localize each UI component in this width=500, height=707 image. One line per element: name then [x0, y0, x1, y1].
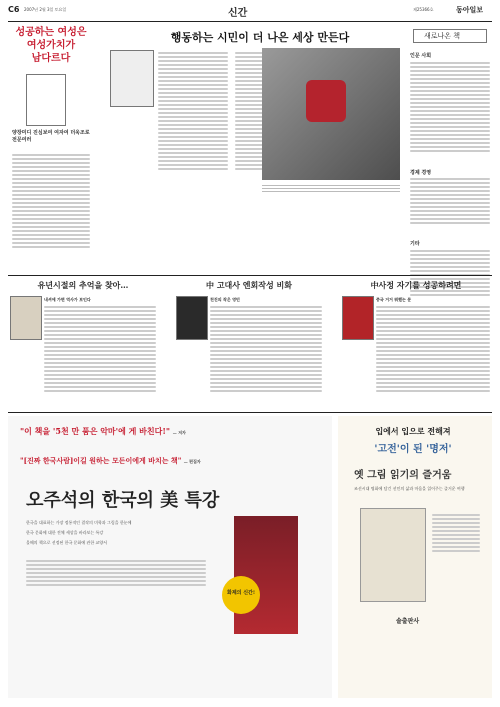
lower-book-cover-3: [342, 296, 374, 340]
lower-article-1: [8, 280, 158, 408]
lower-headline-1: 유년시절의 추억을 찾아…: [37, 280, 129, 290]
main-inner-book-card: [110, 50, 154, 107]
ad-badge: [222, 576, 260, 614]
right-title: 새로나온 책: [424, 32, 461, 40]
right-ad-publisher: 솔출판사: [396, 618, 420, 625]
lower-articles: [8, 280, 492, 410]
ad-main-title: 오주석의 한국의 美 특강: [26, 490, 220, 511]
lower-book-title-2: 천진의 작은 영민: [210, 297, 240, 302]
right-section-1: 인문 사회: [410, 53, 432, 59]
left-article-text: [12, 152, 90, 250]
ad-body-1: 한국을 대표하는 가장 정통적인 결작의 미학과 그림을 한눈에: [26, 520, 132, 525]
lower-headline-3: 中사정 자기를 성공하려면: [370, 280, 462, 290]
right-title-box: [413, 29, 487, 43]
ad-quote-top-author: — 저자: [172, 430, 186, 435]
ad-quote-mid-text: "[진짜 한국사람]이길 원하는 모든이에게 바치는 책": [20, 456, 182, 465]
main-text-col-1: [158, 50, 228, 172]
left-subhead: 양장미디 진심보여 여자여 더욱조로 전문여러: [12, 130, 90, 143]
right-column: [410, 26, 492, 316]
right-list-1: [410, 60, 490, 154]
lower-article-2: [174, 280, 324, 408]
ad-quote-mid-author: — 편집자: [183, 459, 201, 464]
newspaper-name: 동아일보: [456, 6, 484, 14]
ad-body-2: 한국 문화에 대한 전체 세상을 바라보는 특강: [26, 530, 104, 535]
ad-body-3: 올해의 책으로 선정된 한국 문화에 관한 교양서: [26, 540, 108, 545]
ad-quote-top: [20, 426, 320, 436]
main-photo-shirt-art: [306, 80, 346, 122]
right-ad-book-title: 옛 그림 읽기의 즐거움: [354, 470, 452, 481]
right-list-2: [410, 176, 490, 226]
left-book-cover: [26, 74, 66, 126]
main-photo-caption: [262, 183, 400, 194]
left-ad: [8, 416, 332, 698]
lower-text-3: [376, 304, 490, 394]
page-header: [8, 4, 492, 20]
left-column: [12, 26, 90, 296]
lower-book-cover-1: [10, 296, 42, 340]
page-date: 2007년 2월 3일 토요일: [24, 7, 67, 12]
ad-quote-top-text: "이 책을 '5천 만 품은 악마'에 게 바친다!": [20, 426, 170, 436]
lower-book-cover-2: [176, 296, 208, 340]
lower-divider-top: [8, 275, 492, 276]
main-headline: 행동하는 시민이 더 나은 세상 만든다: [170, 31, 350, 44]
right-ad-title-top: 입에서 입으로 전해져: [375, 426, 451, 436]
lower-article-3: [340, 280, 492, 408]
lower-text-1: [44, 304, 156, 394]
section-title: 신간: [228, 8, 248, 19]
lower-headline-2: 中 고대사 엔회작성 비화: [206, 280, 292, 290]
right-ad-title-bottom: '고전'이 된 '명저': [374, 444, 452, 455]
header-divider: [8, 21, 492, 22]
left-headline: 성공하는 여성은 여성가치가 남다르다: [15, 27, 87, 64]
right-ad-book-cover: [360, 508, 426, 602]
right-ad-text-lines: [432, 512, 480, 554]
ad-book-cover: [234, 516, 298, 634]
right-section-3: 기타: [410, 241, 420, 247]
page-number: C6: [8, 5, 20, 14]
lower-text-2: [210, 304, 322, 394]
ad-badge-text: 화제의 신간!: [227, 590, 256, 596]
ad-divider: [8, 412, 492, 413]
right-ad: [338, 416, 492, 698]
lower-book-title-3: 중국 거거 뭐했는 문: [376, 297, 412, 302]
ad-small-text: [26, 558, 206, 588]
right-section-2: 경제 경영: [410, 170, 432, 176]
main-photo: [262, 48, 400, 180]
ad-quote-mid: [20, 456, 320, 466]
lower-book-title-1: 내셔에 가면 역사가 보인다: [44, 297, 91, 302]
issue-number: 제25366호: [413, 7, 434, 12]
right-ad-text: 조선시대 명화에 담긴 선인의 삶과 마음을 읽어주는 즐거운 여행: [354, 486, 465, 491]
